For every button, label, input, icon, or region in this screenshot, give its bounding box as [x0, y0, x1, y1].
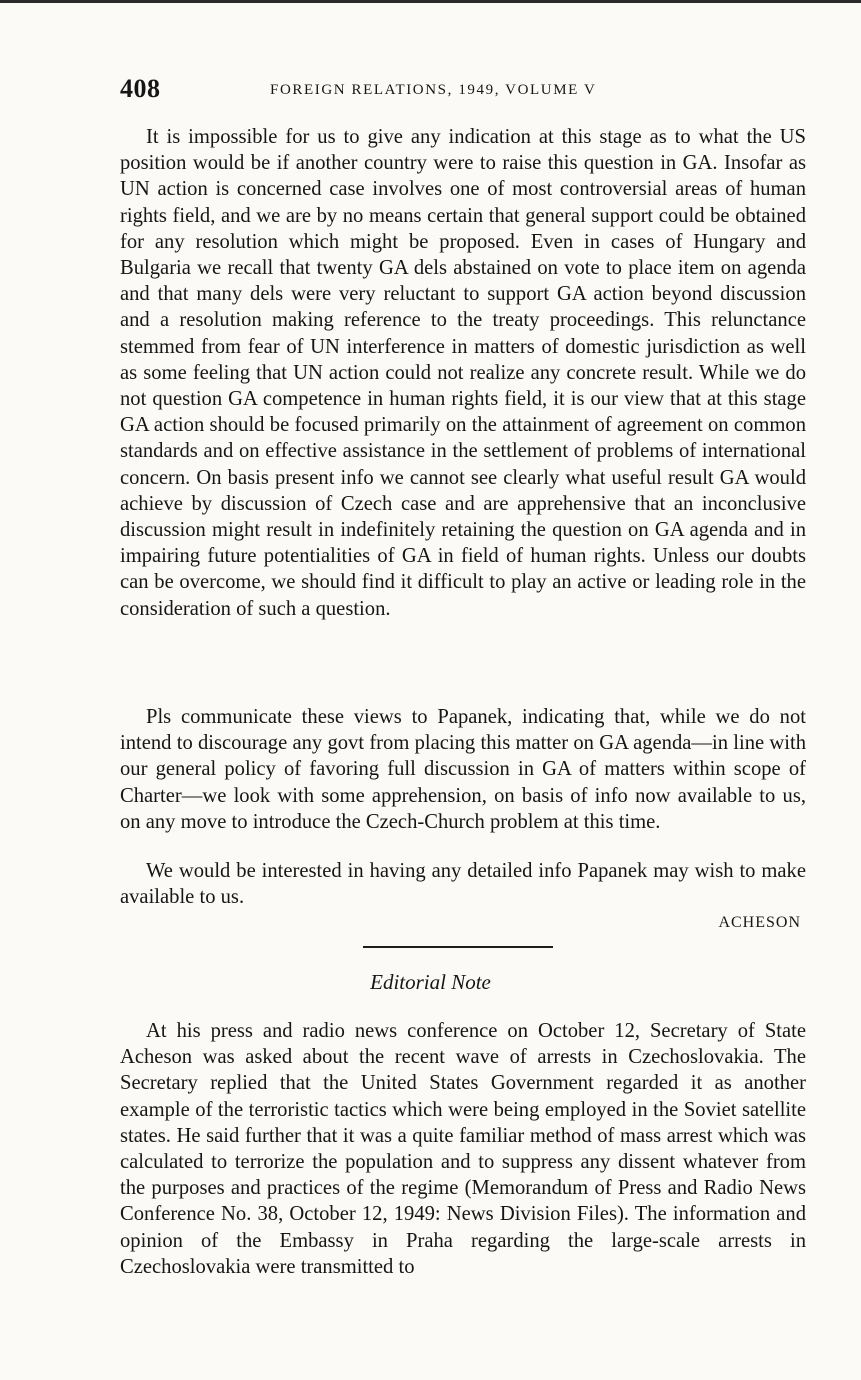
running-head-title: FOREIGN RELATIONS, 1949, VOLUME V [270, 82, 597, 98]
page-number: 408 [120, 74, 161, 103]
section-divider [363, 946, 553, 948]
running-head [120, 74, 810, 106]
signature: ACHESON [718, 914, 801, 931]
telegram-paragraph: Pls communicate these views to Papanek, indicating that, while we do not intend to discourage any govt from placing this matter on GA agenda—in line with our general policy of favoring full discussion in GA of matters within scope of Charter—we look with some apprehension, on basis of info now available to us, on any move to introduce the Czech-Church problem at this time. [120, 706, 806, 833]
editorial-note-paragraph: At his press and radio news conference on October 12, Secretary of State Acheson was asked about the recent wave of arrests in Czechoslovakia. The Secretary replied that the United States Government regarded it as another example of the terroristic tactics which were being employed in the Soviet satellite states. He said further that it was a quite familiar method of mass arrest which was calculated to terrorize the population and to suppress any dissent whatever from the purposes and practices of the regime (Memorandum of Press and Radio News Conference No. 38, October 12, 1949: News Division Files). The information and opinion of the Embassy in Praha regarding the large-scale arrests in Czechoslovakia were transmitted to [120, 1020, 806, 1278]
editorial-note-title: Editorial Note [370, 970, 491, 994]
telegram-paragraph-1-block [120, 124, 806, 622]
telegram-paragraph-3-block [120, 858, 806, 910]
editorial-note-block [120, 1018, 806, 1280]
telegram-paragraph: It is impossible for us to give any indication at this stage as to what the US position would be if another country were to raise this question in GA. Insofar as UN action is concerned case involves one of most controversial areas of human rights field, and we are by no means certain that general support could be obtained for any resolution which might be proposed. Even in cases of Hungary and Bulgaria we recall that twenty GA dels abstained on vote to place item on agenda and that many dels were very reluctant to support GA action beyond discussion and a resolution making reference to the treaty proceedings. This relunctance stemmed from fear of UN interference in matters of domestic jurisdiction as well as some feeling that UN action could not realize any concrete result. While we do not question GA competence in human rights field, it is our view that at this stage GA action should be focused primarily on the attainment of agreement on common standards and on effective assistance in the settlement of problems of international concern. On basis present info we cannot see clearly what useful result GA would achieve by discussion of Czech case and are apprehensive that an inconclusive discussion might result in indefinitely retaining the question on GA agenda and in impairing future potentialities of GA in field of human rights. Unless our doubts can be overcome, we should find it difficult to play an active or leading role in the consideration of such a question. [120, 126, 806, 620]
telegram-paragraph: We would be interested in having any detailed info Papanek may wish to make available to us. [120, 860, 806, 909]
telegram-paragraph-2-block [120, 704, 806, 835]
